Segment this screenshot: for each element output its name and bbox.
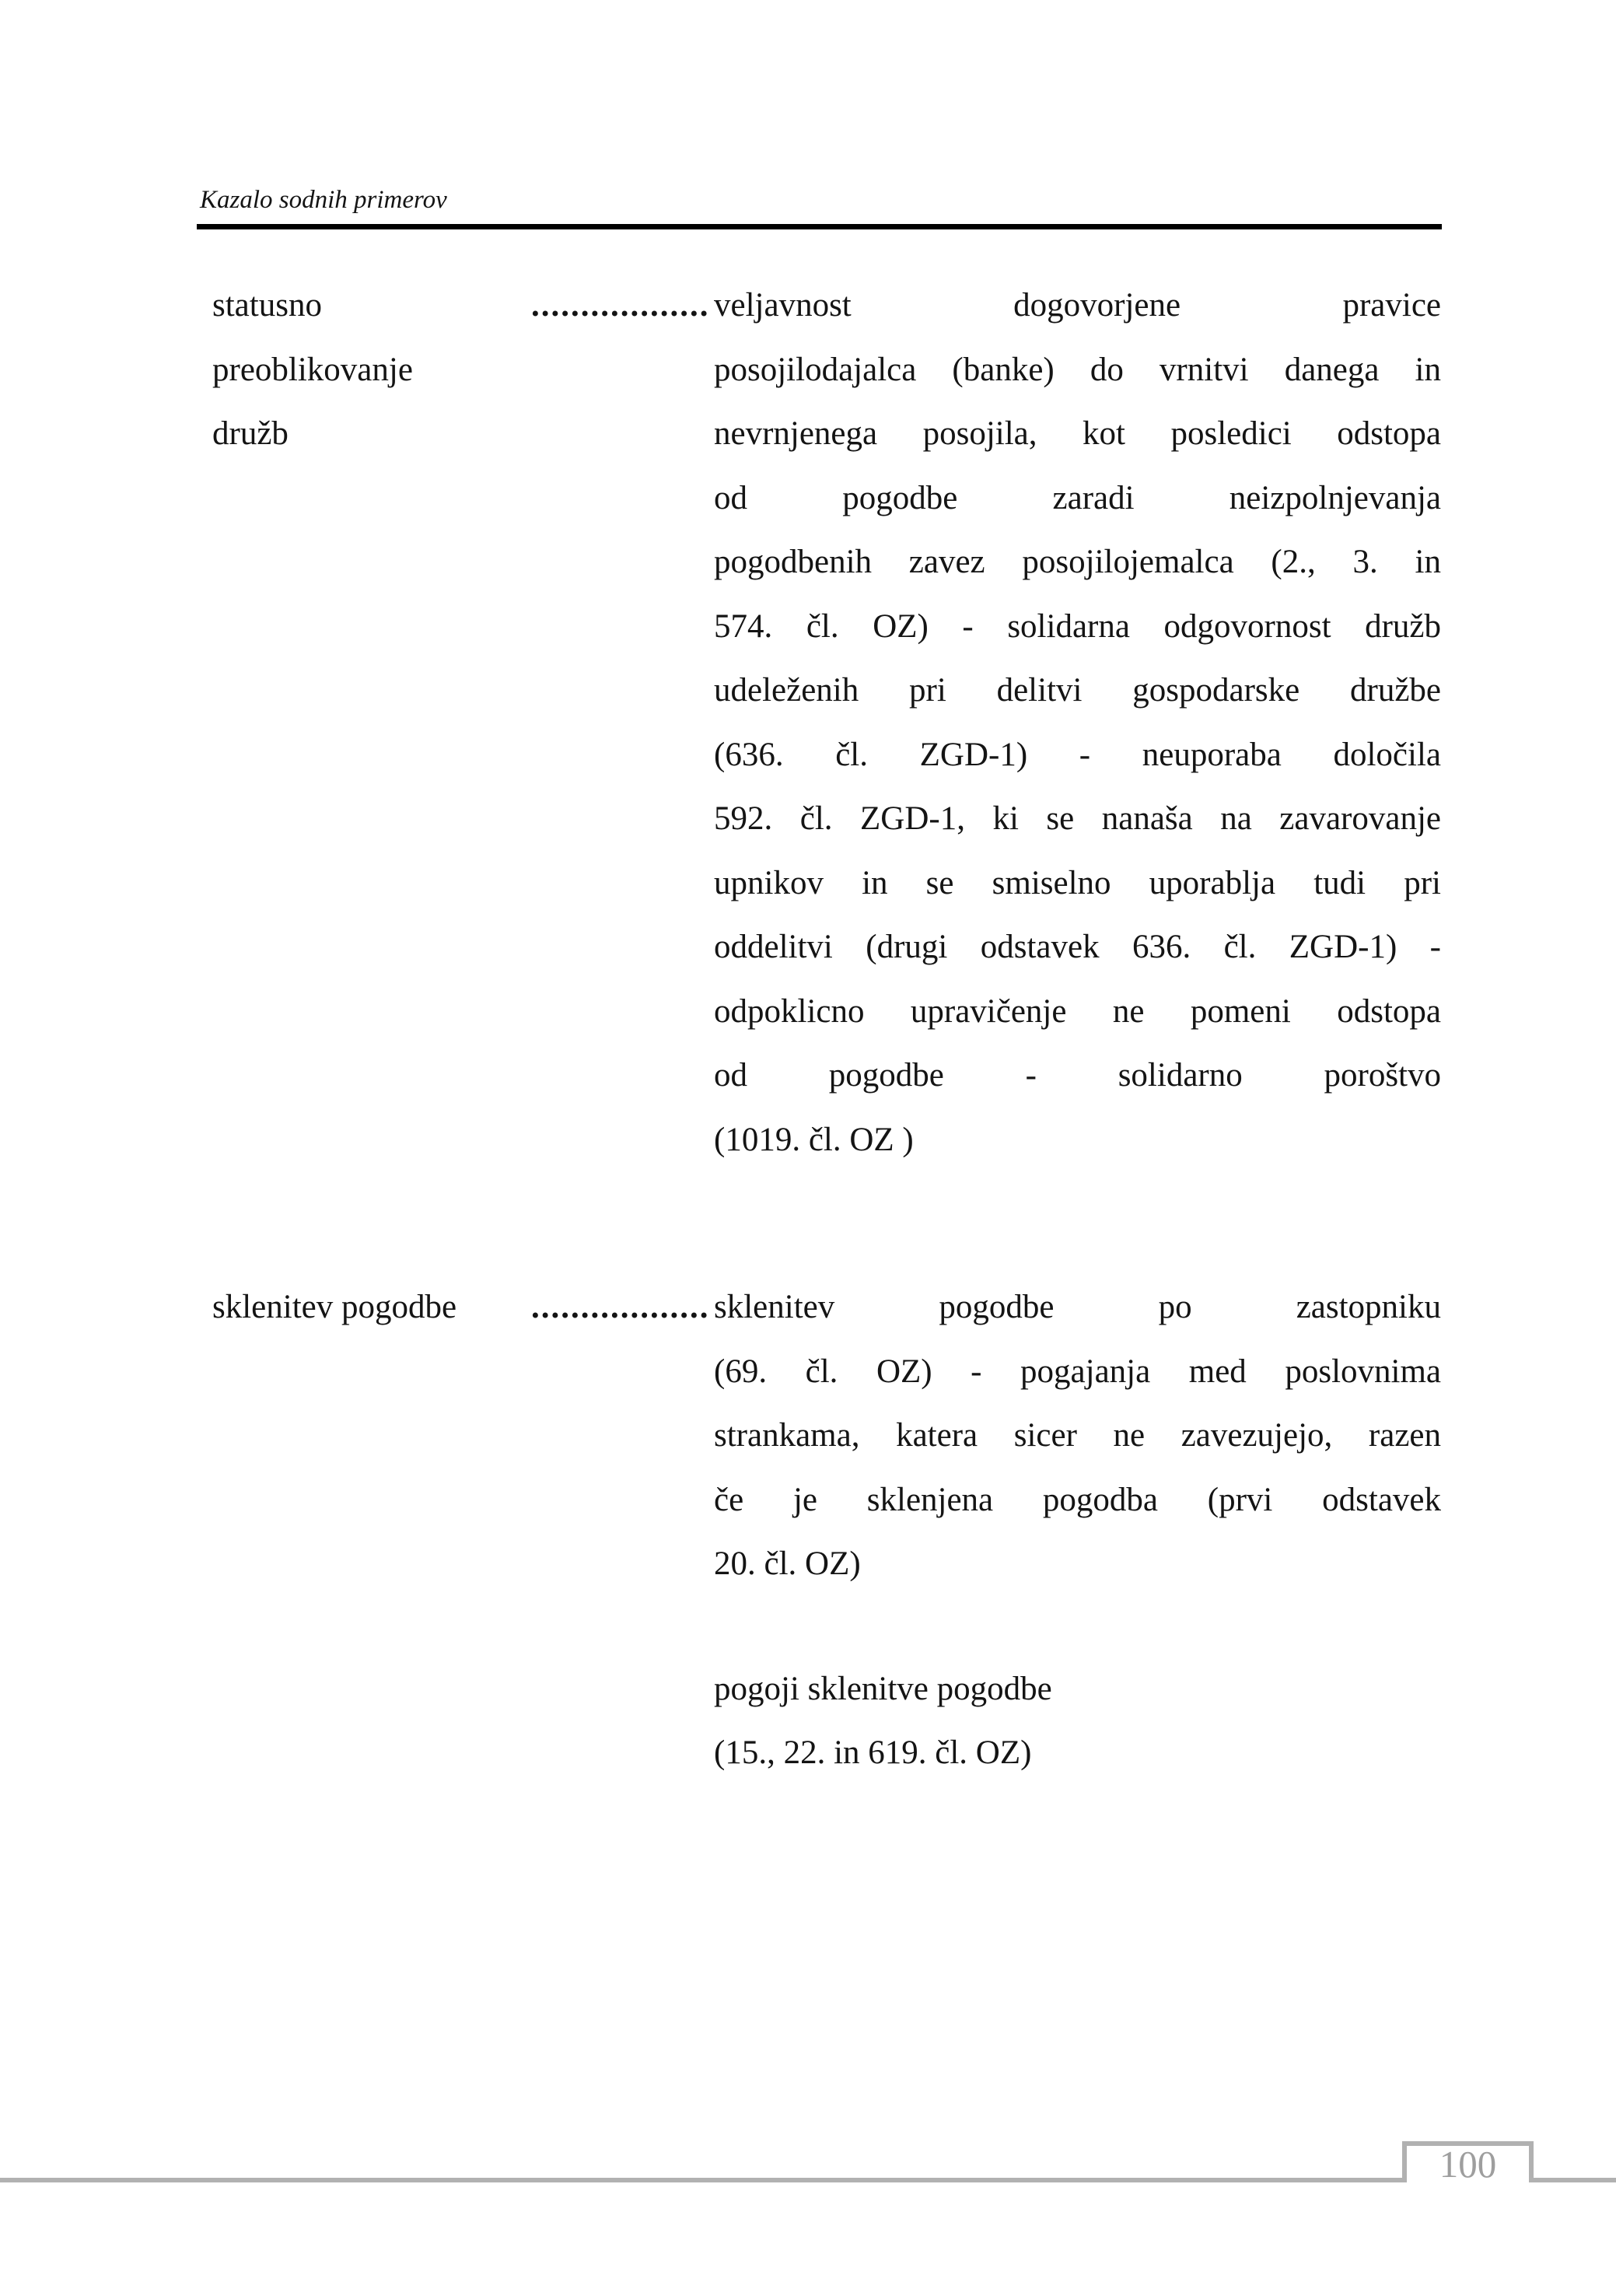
footer-rule bbox=[0, 2178, 1616, 2182]
description-line: (1019. čl. OZ ) bbox=[714, 1121, 914, 1158]
page-number-box bbox=[1402, 2141, 1534, 2186]
term-line: sklenitev pogodbe bbox=[212, 1289, 457, 1325]
description-line: (15., 22. in 619. čl. OZ) bbox=[714, 1734, 1032, 1771]
description-line: 20. čl. OZ) bbox=[714, 1545, 861, 1582]
description-line: odpoklicno upravičenje ne pomeni odstopa bbox=[714, 992, 1441, 1030]
description-line: oddelitvi (drugi odstavek 636. čl. ZGD-1) - bbox=[714, 929, 1441, 965]
description-line: udeleženih pri delitvi gospodarske družbe bbox=[714, 672, 1441, 709]
dot-leader-text: .................. bbox=[531, 287, 710, 324]
description-line: od pogodbe - solidarno poroštvo bbox=[714, 1057, 1441, 1094]
page-number: 100 bbox=[1439, 2143, 1497, 2186]
entry-term bbox=[212, 274, 531, 467]
description-line: 592. čl. ZGD-1, ki se nanaša na zavarovanje bbox=[714, 800, 1441, 837]
description-line: nevrnjenega posojila, kot posledici odstopa bbox=[714, 415, 1441, 452]
description-line: (69. čl. OZ) - pogajanja med poslovnima bbox=[714, 1353, 1441, 1390]
dot-leader-text: .................. bbox=[531, 1289, 710, 1325]
description-line: veljavnost dogovorjene pravice bbox=[714, 287, 1441, 324]
index-entry-sklenitev-pogodbe bbox=[212, 1276, 1441, 1786]
description-line: od pogodbe zaradi neizpolnjevanja bbox=[714, 479, 1441, 516]
description-line: strankama, katera sicer ne zavezujejo, razen bbox=[714, 1417, 1441, 1454]
term-line: preoblikovanje bbox=[212, 351, 413, 388]
index-content bbox=[212, 274, 1441, 1786]
description-line: če je sklenjena pogodba (prvi odstavek bbox=[714, 1481, 1441, 1518]
page-header-title: Kazalo sodnih primerov bbox=[200, 186, 447, 214]
entry-description bbox=[714, 274, 1441, 1172]
term-line: družb bbox=[212, 415, 289, 452]
description-line: 574. čl. OZ) - solidarna odgovornost družb bbox=[714, 607, 1441, 645]
dot-leader bbox=[531, 274, 714, 338]
description-line: pogoji sklenitve pogodbe bbox=[714, 1670, 1052, 1707]
dot-leader bbox=[531, 1276, 714, 1340]
description-line: (636. čl. ZGD-1) - neuporaba določila bbox=[714, 736, 1441, 773]
term-line: statusno bbox=[212, 287, 322, 324]
entry-term bbox=[212, 1276, 531, 1340]
description-line: posojilodajalca (banke) do vrnitvi danega in bbox=[714, 351, 1441, 388]
description-line: sklenitev pogodbe po zastopniku bbox=[714, 1289, 1441, 1325]
index-entry-statusno-preoblikovanje bbox=[212, 274, 1441, 1172]
description-line: pogodbenih zavez posojilojemalca (2., 3. in bbox=[714, 544, 1441, 580]
description-line: upnikov in se smiselno uporablja tudi pri bbox=[714, 864, 1441, 901]
header-rule bbox=[197, 224, 1442, 229]
entry-description bbox=[714, 1276, 1441, 1786]
